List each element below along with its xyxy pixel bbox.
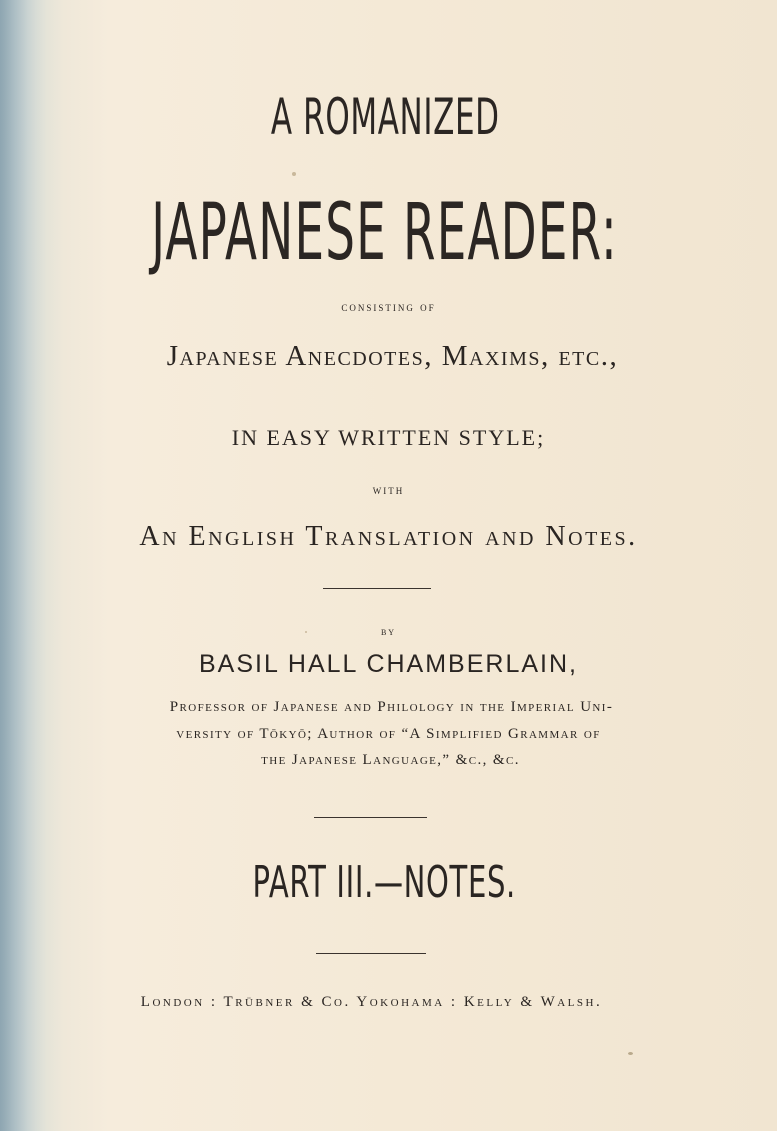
subtitle-line-3: An English Translation and Notes. <box>139 521 638 552</box>
author-credentials-line-2: versity of Tōkyō; Author of “A Simplified Grammar of <box>176 726 601 742</box>
divider-rule-2 <box>314 817 427 818</box>
author-credentials-line-1: Professor of Japanese and Philology in the Imperial Uni- <box>169 699 614 715</box>
paper-speck <box>292 172 296 176</box>
title-line-2: JAPANESE READER: <box>151 188 618 278</box>
divider-rule-3 <box>316 953 426 954</box>
paper-speck <box>305 631 307 633</box>
part-heading: PART III.—NOTES. <box>252 857 516 908</box>
by-label: by <box>380 624 397 638</box>
subtitle-line-2: IN EASY WRITTEN STYLE; <box>231 425 546 450</box>
with-label: with <box>372 482 405 497</box>
book-spine-shadow <box>0 0 46 1131</box>
publisher-imprint: London : Trübner & Co. Yokohama : Kelly & Walsh. <box>140 994 603 1010</box>
paper-speck <box>628 1052 633 1055</box>
subtitle-line-1: Japanese Anecdotes, Maxims, etc., <box>166 340 619 372</box>
divider-rule-1 <box>323 588 431 589</box>
consisting-of-label: consisting of <box>341 299 436 314</box>
author-credentials-line-3: the Japanese Language,” &c., &c. <box>261 752 520 768</box>
title-line-1: A ROMANIZED <box>270 88 500 146</box>
author-name: BASIL HALL CHAMBERLAIN, <box>199 650 578 678</box>
